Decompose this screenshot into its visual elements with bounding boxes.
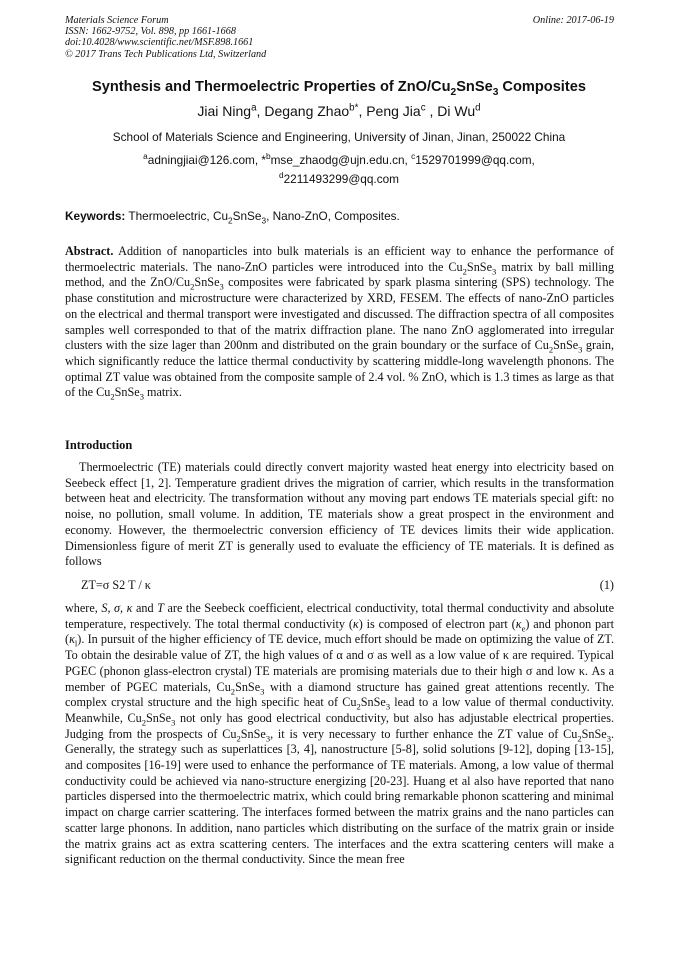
subscript: 2 [110, 391, 115, 402]
paragraph-text: , it is very necessary to further enhance the ZT value of Cu [270, 726, 578, 741]
abstract-text: grain, which significantly reduce the lattice thermal conductivity by scattering middle-long wavelength phonons. The optimal ZT value was obtained from the composite sample of 2.4 vol. % ZnO, which is 1.3 times as large as that of the Cu [65, 338, 615, 400]
italic-symbols: S, σ, κ [101, 601, 133, 615]
journal-issn: ISSN: 1662-9752, Vol. 898, pp 1661-1668 [65, 26, 236, 38]
abstract [65, 244, 614, 401]
subscript: 3 [171, 717, 176, 728]
author-name: Jiai Ning [197, 103, 252, 119]
subscript: l [74, 638, 78, 649]
subscript: 3 [219, 281, 224, 292]
email-d[interactable]: 2211493299@qq.com [283, 172, 399, 186]
paragraph-text: with a diamond structure has gained great attentions recently. The complex crystal structure and the high specific heat of Cu [65, 679, 614, 710]
subscript: 3 [491, 266, 497, 277]
intro-paragraph-2 [65, 601, 614, 868]
paragraph-text: ) and phonon part ( [65, 616, 614, 647]
title-text-2: SnSe [456, 79, 493, 95]
paragraph-text: not only has good electrical conductivity, but also has adjustable electrical properties. Judging from the prospects of Cu [65, 710, 614, 741]
keywords-sub: 2 [228, 216, 233, 226]
abstract-text: matrix. [143, 385, 182, 400]
abstract-text: SnSe [466, 259, 492, 274]
abstract-text: matrix by ball milling method, and the ZnO/Cu [65, 259, 614, 290]
subscript: 3 [385, 701, 391, 712]
intro-paragraph-1: Thermoelectric (TE) materials could directly convert majority wasted heat energy into electricity based on Seebeck effect [1, 2]. Temperature gradient drives the migration of carrier, which results in the transformation between heat and electricity. The transformation without any moving part endows TE materials special gift: no noise, no pollution, small volume. In addition, TE materials show a great prospect in the environment and economy. However, the thermoelectric conversion efficiency of TE devices limits their wide application. Dimensionless figure of merit ZT is generally used to evaluate the efficiency of TE materials. It is defined as follows [65, 460, 614, 569]
keywords-text: SnSe [232, 209, 262, 223]
paragraph-text: SnSe [581, 726, 607, 741]
paragraph-text: where, [65, 601, 102, 615]
paper-title [0, 79, 678, 98]
author-emails: $^a$adningjiai@126.com, *$^b$mse_zhaodg@ujn.edu.cn, $^c$1529701999@qq.com, $^d$2211493299@qq.com [143, 152, 535, 186]
subscript: 3 [265, 733, 271, 744]
subscript: 2 [356, 701, 361, 712]
abstract-label: Abstract. [65, 244, 114, 258]
paragraph-text: SnSe [146, 710, 172, 725]
subscript: e [521, 623, 526, 634]
italic-symbol: κ [515, 616, 522, 631]
paragraph-text: SnSe [360, 695, 386, 710]
affiliation: School of Materials Science and Engineering, University of Jinan, Jinan, 250022 China [112, 130, 566, 144]
subscript: 2 [190, 281, 195, 292]
abstract-text: composites were fabricated by spark plasma sintering (SPS) technology. The phase constitution and microstructure were characterized by XRD, FESEM. The effects of nano-ZnO particles on the electrical and thermal transport were investigated and discussed. The diffraction spectra of all composites samples well corresponded to that of the matrix diffraction plane. The nano ZnO agglomerated into irregular clusters with the size lager than 200nm and distributed on the grain boundary or the surface of Cu [65, 275, 615, 353]
title-text-1: Synthesis and Thermoelectric Properties of ZnO/Cu [92, 79, 451, 95]
journal-header [65, 15, 266, 60]
keywords-label: Keywords: [65, 209, 126, 223]
subscript: 2 [577, 733, 582, 744]
paragraph-text: . Generally, the strategy such as superlattices [3, 4], nanostructure [5-8], solid solutions [9-12], doping [13-15], and composites [16-19] were used to enhance the performance of TE materials. Among, a low value of thermal conductivity could be achieved via nano-structure energizing [20-23]. Huang et al also have reported that nano particles dispersed into the thermoelectric matrix, which could bring remarkable phonon scattering and minimal impact on charge carrier scattering. The interfaces formed between the matrix grains and the nano particles can scatter large phonons. In addition, nano particles which distributing on the surface of the matrix grain or inside the matrix grains act as extra scattering centers. The interfaces and the extra scattering centers will make a significant reduction on the thermal conductivity. Since the mean free [65, 726, 614, 867]
author-name: Di Wu [437, 103, 476, 119]
subscript: 3 [578, 344, 583, 355]
author-name: Peng Jia [366, 103, 421, 119]
subscript: 2 [230, 685, 236, 696]
paragraph-text: are the Seebeck coefficient, electrical conductivity, total thermal conductivity and absolute temperature, respectively. The total thermal conductivity ( [65, 601, 614, 631]
paragraph-text: ) is composed of electron part ( [358, 616, 516, 631]
paragraph-text: and [132, 601, 158, 615]
keywords-text: , Nano-ZnO, Composites. [266, 209, 400, 223]
abstract-text: Addition of nanoparticles into bulk materials is an efficient way to enhance the performance of thermoelectric materials. The nano-ZnO particles were introduced into the Cu [65, 244, 614, 274]
subscript: 2 [462, 266, 467, 277]
keywords [65, 209, 400, 226]
subscript: 3 [260, 685, 265, 696]
paragraph-text: SnSe [240, 726, 266, 741]
title-sub-1: 2 [450, 86, 457, 98]
subscript: 2 [141, 717, 147, 728]
section-heading-introduction: Introduction [65, 438, 133, 452]
abstract-text: SnSe [194, 275, 220, 290]
keywords-text: Thermoelectric, Cu [125, 209, 229, 223]
author-sup: a [251, 102, 257, 114]
email-a[interactable]: adningjiai@126.com, [147, 153, 259, 167]
paragraph-text: lead to a low value of thermal conductivity. Meanwhile, Cu [65, 695, 614, 725]
equation-1 [81, 578, 614, 593]
author-list: Jiai Ning$^a$, Degang Zhao$^{b*}$, Peng Jia$^c$ , Di Wu$^d$ [197, 102, 481, 119]
subscript: 2 [548, 344, 554, 355]
email-b[interactable]: mse_zhaodg@ujn.edu.cn, [270, 153, 408, 167]
paragraph-text: ). In pursuit of the higher efficiency of TE device, much effort should be made on optimizing the value of ZT. To obtain the desirable value of ZT, the high values of α and σ as well as a low value of κ are required. Typical PGEC (phonon glass-electron crystal) TE materials are promising materials due to their high σ and low κ. As a member of PGEC materials, Cu [65, 632, 614, 694]
paragraph-text: SnSe [235, 679, 261, 694]
corresponding-mark: * [261, 153, 266, 167]
journal-doi[interactable]: doi:10.4028/www.scientific.net/MSF.898.1661 [65, 37, 254, 49]
subscript: 2 [236, 733, 241, 744]
keywords-sub: 3 [261, 216, 267, 226]
journal-copyright: © 2017 Trans Tech Publications Ltd, Switzerland [65, 48, 267, 60]
author-name: Degang Zhao [264, 103, 350, 119]
author-sup: d [475, 102, 481, 114]
subscript: 3 [139, 391, 144, 402]
italic-symbol: T [157, 601, 164, 615]
email-c[interactable]: 1529701999@qq.com, [415, 153, 535, 167]
equation-number: (1) [599, 578, 614, 592]
title-sub-2: 3 [492, 86, 499, 98]
online-date: Online: 2017-06-19 [532, 15, 614, 26]
equation-text: ZT=σ S2 T / κ [81, 578, 151, 592]
author-sup: c [420, 102, 426, 114]
journal-name: Materials Science Forum [65, 15, 169, 26]
italic-symbol: κ [352, 616, 359, 631]
abstract-text: SnSe [114, 385, 140, 400]
abstract-text: SnSe [553, 338, 579, 353]
italic-symbol: κ [69, 632, 75, 647]
author-sup: b* [349, 102, 359, 114]
subscript: 3 [606, 733, 611, 744]
title-text-3: Composites [498, 79, 586, 95]
